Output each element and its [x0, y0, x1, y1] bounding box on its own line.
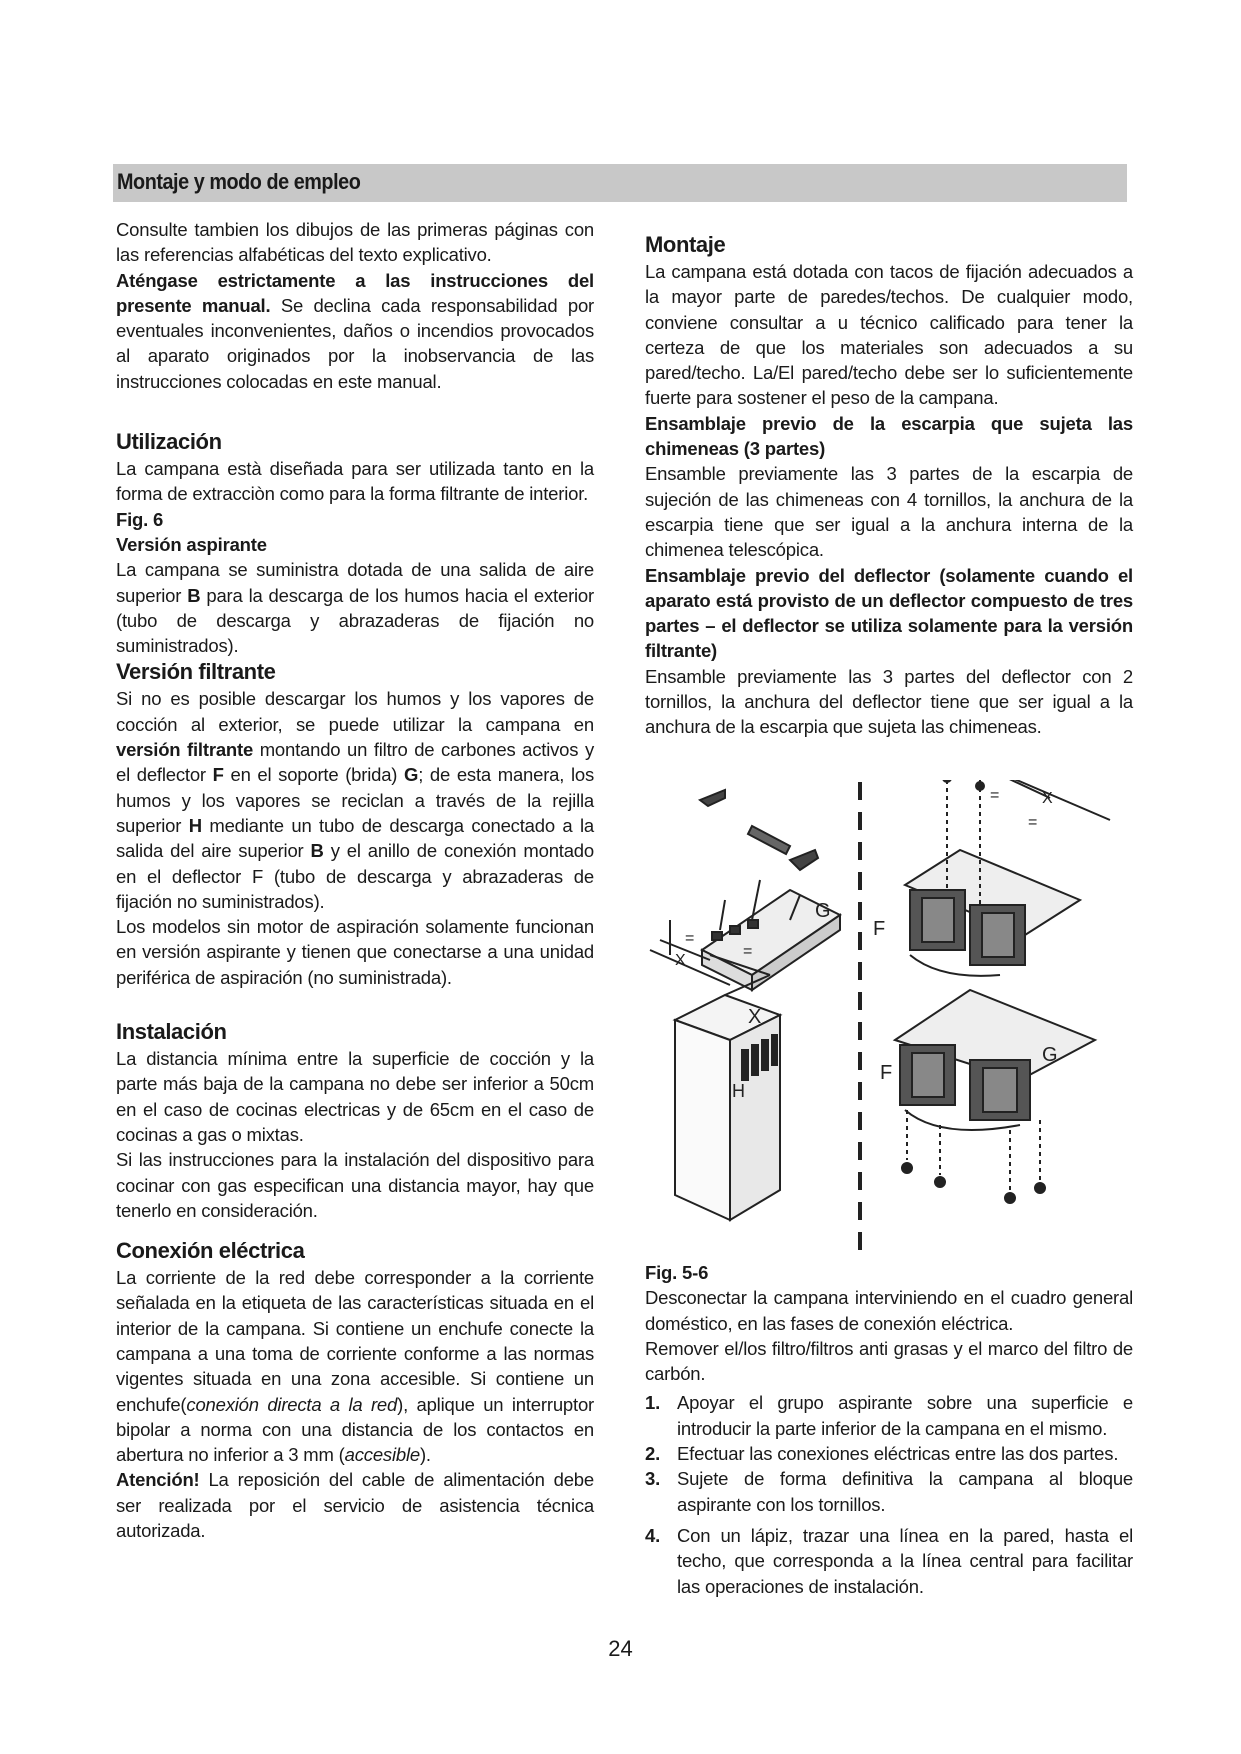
- montaje-heading: Montaje: [645, 232, 726, 257]
- filtrante-b1: versión filtrante: [116, 739, 254, 761]
- step-text: Efectuar las conexiones eléctricas entre las dos partes.: [677, 1443, 1119, 1465]
- remover-text: Remover el/los filtro/filtros anti grasas y el marco del filtro de carbón.: [645, 1337, 1133, 1385]
- utilizacion-text: La campana està diseñada para ser utilizada tanto en la forma de extracciòn como para la forma filtrante de interior.: [116, 458, 594, 505]
- filtrante-t1: Si no es posible descargar los humos y los vapores de cocción al exterior, se puede utilizar la campana en: [116, 688, 594, 735]
- electrica-heading: Conexión eléctrica: [116, 1238, 305, 1264]
- aspirante-heading: Versión aspirante: [116, 533, 267, 555]
- steps-list: [645, 1390, 1133, 1598]
- atencion-bold: Atención!: [116, 1469, 200, 1491]
- label-f-top: F: [873, 918, 886, 940]
- instalacion-p2: Si las instrucciones para la instalación del dispositivo para cocinar con gas especifican una distancia mayor, hay que tenerlo en consideración.: [116, 1149, 594, 1221]
- label-f-bottom: F: [880, 1062, 893, 1084]
- label-x-chimney: X: [748, 1006, 762, 1028]
- electrica-i1: conexión directa a la red: [186, 1393, 398, 1415]
- desconectar-text: Desconectar la campana interviniendo en el cuadro general doméstico, en las fases de conexión eléctrica.: [645, 1287, 1133, 1334]
- deflector-drawing-top: [905, 780, 1110, 976]
- utilizacion-heading: Utilización: [116, 429, 222, 455]
- montaje-text: La campana está dotada con tacos de fijación adecuados a la mayor parte de paredes/techos. De cualquier modo, conviene consultar a u técnico calificado para tener la certeza de que los materiales son adecuados a su pared/techo. La/El pared/techo debe ser lo suficientemente fuerte para sostener el peso de la campana.: [645, 261, 1133, 409]
- fig56-label: Fig. 5-6: [645, 1262, 709, 1283]
- atencion-text: [116, 1467, 594, 1543]
- label-x-left: X: [675, 952, 686, 969]
- deflector-text: Ensamble previamente las 3 partes del deflector con 2 tornillos, la anchura del deflector tiene que ser igual a la anchura de la escarpia que sujeta las chimeneas.: [645, 665, 1133, 738]
- label-eq-right-1: =: [990, 787, 1000, 804]
- label-eq-right-2: =: [1028, 814, 1038, 831]
- filtrante-b5: B: [310, 840, 324, 862]
- electrica-t1: La corriente de la red debe corresponder a la corriente señalada en la etiqueta de las características situada en el interior de la campana. Si contiene un enchufe conecte la campana a una toma de corriente conforme a las normas vigentes situada en una zona accesible. Si contiene un enchufe(: [116, 1267, 594, 1415]
- label-eq-left-1: =: [685, 930, 695, 947]
- fig6-label: Fig. 6: [116, 508, 164, 530]
- filtrante-b4: H: [188, 814, 202, 836]
- label-eq-left-2: =: [743, 943, 753, 960]
- step-number: 3.: [645, 1468, 661, 1490]
- aspirante-t1: La campana se suministra dotada de una salida de aire superior: [116, 559, 594, 606]
- filtrante-t6: y el anillo de conexión montado en el deflector F (tubo de descarga y abrazaderas de fijación no suministrados).: [116, 840, 594, 912]
- filtrante-heading: Versión filtrante: [116, 659, 276, 685]
- label-g-bottom: G: [1042, 1044, 1058, 1066]
- label-h: H: [732, 1081, 745, 1101]
- intro-bold: Aténgase estrictamente a las instrucciones del presente manual.: [116, 269, 594, 316]
- label-g-top: G: [815, 900, 831, 922]
- section-header-banner: [113, 164, 1127, 202]
- assembly-figure: [640, 780, 1140, 1260]
- filtrante-t2: montando un filtro de carbones activos y el deflector: [116, 739, 594, 786]
- escarpia-text: Ensamble previamente las 3 partes de la escarpia de sujeción de las chimeneas con 4 tornillos, la anchura de la escarpia tiene que ser igual a la anchura interna de la chimenea telescópica.: [645, 463, 1133, 561]
- step-text: Sujete de forma definitiva la campana al bloque aspirante con los tornillos.: [677, 1468, 1133, 1515]
- step-text: Con un lápiz, trazar una línea en la pared, hasta el techo, que corresponda a la línea central para facilitar las operaciones de instalación.: [677, 1524, 1133, 1597]
- right-column-bottom: [645, 1260, 1133, 1599]
- filtrante-t3: en el soporte (brida): [223, 764, 405, 786]
- intro-paragraph: [116, 217, 594, 394]
- filtrante-b3: G: [404, 764, 419, 786]
- aspirante-b1: B: [187, 584, 201, 606]
- electrica-i2: accesible: [344, 1444, 420, 1466]
- label-x-right: X: [1042, 790, 1053, 807]
- deflector-drawing-bottom: [895, 990, 1095, 1203]
- step-number: 4.: [645, 1524, 661, 1546]
- modelos-text: Los modelos sin motor de aspiración solamente funcionan en versión aspirante y tienen que conectarse a una unidad periférica de aspiración (no suministrada).: [116, 916, 594, 988]
- step-number: 1.: [645, 1392, 661, 1414]
- aspirante-t2: para la descarga de los humos hacia el exterior (tubo de descarga y abrazaderas de fijación no suministrados).: [116, 584, 594, 657]
- instalacion-p1: La distancia mínima entre la superficie de cocción y la parte más baja de la campana no debe ser inferior a 50cm en el caso de cocinas electricas y de 65cm en el caso de cocinas a gas o mixtas.: [116, 1048, 594, 1145]
- aspirante-text: [116, 557, 594, 658]
- electrica-text: [116, 1265, 594, 1467]
- step-item: [645, 1441, 1133, 1466]
- instalacion-heading: Instalación: [116, 1019, 227, 1045]
- step-number: 2.: [645, 1443, 661, 1465]
- section-title: Montaje y modo de empleo: [117, 169, 361, 194]
- atencion-body: La reposición del cable de alimentación debe ser realizada por el servicio de asistencia técnica autorizada.: [116, 1469, 594, 1542]
- chimney-drawing: [675, 975, 780, 1220]
- deflector-heading: Ensamblaje previo del deflector (solamente cuando el aparato está provisto de un deflector compuesto de tres partes – el deflector se utiliza solamente para la versión filtrante): [645, 564, 1133, 662]
- step-item: [645, 1523, 1133, 1599]
- electrica-t3: ).: [419, 1444, 431, 1466]
- right-column-top: [645, 231, 1133, 740]
- left-column: [116, 217, 594, 1543]
- step-item: [645, 1466, 1133, 1517]
- filtrante-t5: mediante un tubo de descarga conectado a la salida del aire superior: [116, 814, 594, 862]
- intro-text: Consulte tambien los dibujos de las primeras páginas con las referencias alfabéticas del texto explicativo.: [116, 219, 594, 266]
- escarpia-heading: Ensamblaje previo de la escarpia que sujeta las chimeneas (3 partes): [645, 412, 1133, 460]
- step-text: Apoyar el grupo aspirante sobre una superficie e introducir la parte inferior de la campana en el mismo.: [677, 1392, 1133, 1439]
- filtrante-t4: ; de esta manera, los humos y los vapores se reciclan a través de la rejilla superior: [116, 764, 594, 836]
- filtrante-text: [116, 686, 594, 914]
- intro-text-2: Se declina cada responsabilidad por eventuales inconvenientes, daños o incendios provocados al aparato originados por la inobservancia de las instrucciones colocadas en este manual.: [116, 294, 594, 392]
- electrica-t2: ), aplique un interruptor bipolar a norma con una distancia de los contactos en abertura no inferior a 3 mm (: [116, 1393, 594, 1466]
- step-item: [645, 1390, 1133, 1441]
- filtrante-b2: F: [212, 764, 224, 786]
- page-number: 24: [608, 1636, 633, 1661]
